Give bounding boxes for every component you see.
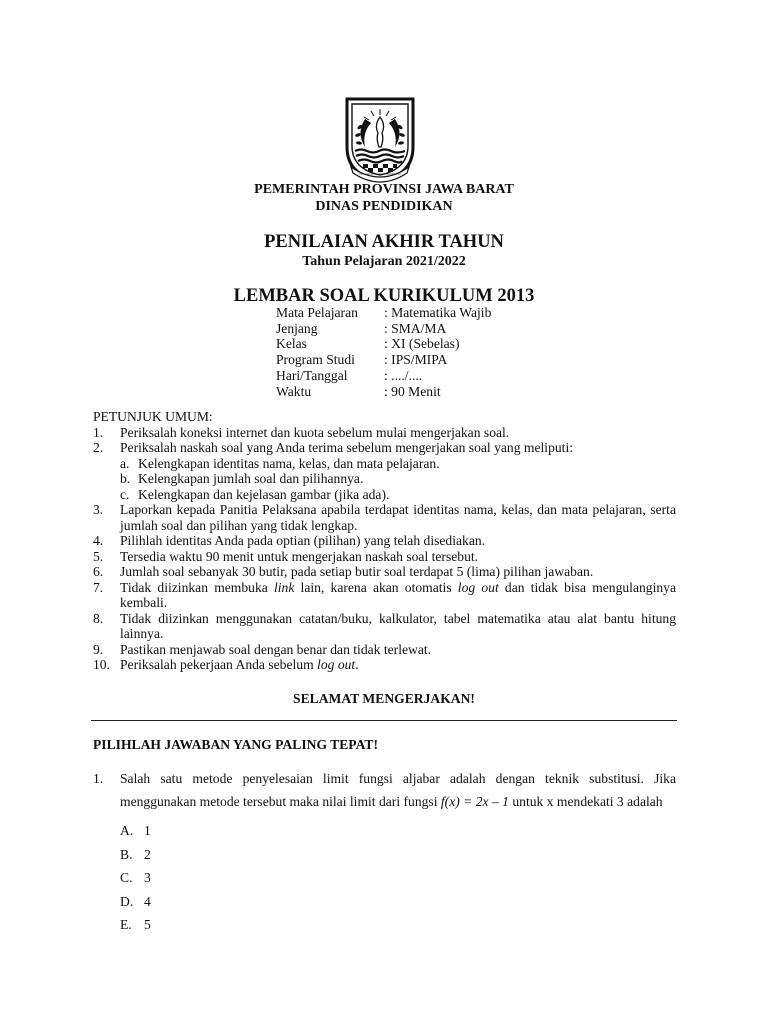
sheet-title: LEMBAR SOAL KURIKULUM 2013 — [233, 286, 535, 306]
emphasis-log-out: log out — [457, 579, 499, 595]
instruction-item — [93, 611, 676, 642]
instruction-item — [93, 425, 676, 441]
instruction-number: 6. — [93, 564, 104, 579]
info-value: : 90 Menit — [384, 383, 441, 399]
option-value: 5 — [144, 917, 151, 933]
option-value: 2 — [144, 846, 151, 862]
answer-option[interactable] — [120, 843, 676, 867]
instruction-number: 4. — [93, 533, 104, 548]
question-item — [93, 767, 676, 937]
info-label: Waktu — [276, 383, 312, 399]
instruction-number: 5. — [93, 548, 104, 564]
agency-name: DINAS PENDIDIKAN — [315, 199, 453, 214]
instruction-number: 7. — [93, 579, 104, 595]
subitem-text: Kelengkapan dan kejelasan gambar (jika ada). — [138, 486, 390, 502]
answer-option[interactable] — [120, 819, 676, 843]
section-heading: PILIHLAH JAWABAN YANG PALING TEPAT! — [93, 737, 379, 752]
instruction-subitem — [93, 456, 676, 472]
government-name: PEMERINTAH PROVINSI JAWA BARAT — [254, 182, 514, 197]
info-row — [276, 336, 491, 352]
info-row — [276, 384, 491, 400]
jawa-barat-emblem-icon — [341, 95, 419, 183]
info-row — [276, 368, 491, 384]
closing-greeting: SELAMAT MENGERJAKAN! — [293, 691, 475, 706]
instruction-text: Periksalah koneksi internet dan kuota sebelum mulai mengerjakan soal. — [120, 424, 510, 440]
answer-option[interactable] — [120, 866, 676, 890]
instruction-item — [93, 564, 676, 580]
instruction-number: 2. — [93, 440, 104, 455]
instruction-item — [93, 657, 676, 673]
info-label: Jenjang — [276, 320, 318, 336]
text-segment: Tidak diizinkan membuka — [120, 579, 274, 595]
info-row — [276, 321, 491, 337]
text-segment: dan tidak bisa mengulanginya kembali. — [120, 579, 676, 610]
info-value: : XI (Sebelas) — [384, 336, 460, 352]
text-segment: . — [355, 657, 359, 672]
general-instructions — [93, 409, 676, 673]
info-label: Kelas — [276, 336, 307, 352]
subitem-text: Kelengkapan identitas nama, kelas, dan mata pelajaran. — [138, 455, 440, 471]
instruction-item — [93, 440, 676, 456]
instruction-text: Periksalah naskah soal yang Anda terima sebelum mengerjakan soal yang meliputi: — [120, 440, 574, 455]
exam-title: PENILAIAN AKHIR TAHUN — [264, 232, 504, 252]
instructions-heading: PETUNJUK UMUM: — [93, 409, 213, 424]
subitem-letter: a. — [120, 455, 130, 471]
subitem-letter: c. — [120, 486, 130, 502]
instruction-item — [93, 580, 676, 611]
option-letter: E. — [120, 917, 132, 933]
answer-option[interactable] — [120, 913, 676, 937]
instruction-text: Jumlah soal sebanyak 30 butir, pada setiap butir soal terdapat 5 (lima) pilihan jawaban. — [120, 564, 594, 579]
instruction-item — [93, 642, 676, 658]
text-segment: Salah satu metode penyelesaian limit fungsi aljabar adalah dengan teknik substitusi. Jika menggunakan metode tersebut maka nilai limit dari fungsi — [120, 771, 676, 809]
instruction-text — [120, 657, 676, 673]
emphasis-log-out: log out — [317, 657, 356, 672]
info-label: Program Studi — [276, 352, 355, 368]
instruction-item — [93, 549, 676, 565]
instruction-text: Laporkan kepada Panitia Pelaksana apabila terdapat identitas nama, kelas, dan mata pelajaran, serta jumlah soal dan pilihan yang tidak lengkap. — [120, 502, 676, 533]
option-letter: D. — [120, 893, 134, 909]
info-value: : ..../.... — [384, 367, 423, 383]
option-letter: B. — [120, 846, 133, 862]
instruction-subitem — [93, 487, 676, 503]
info-value: : SMA/MA — [384, 320, 447, 336]
info-row — [276, 305, 491, 321]
exam-info-table — [276, 305, 491, 399]
option-letter: C. — [120, 870, 133, 886]
option-value: 4 — [144, 893, 151, 909]
instruction-text: Pilihlah identitas Anda pada optian (pilihan) yang telah disediakan. — [120, 533, 486, 548]
info-label: Hari/Tanggal — [276, 367, 348, 383]
question-formula: f(x) = 2x – 1 — [440, 794, 509, 809]
option-value: 1 — [144, 823, 151, 838]
info-value: : Matematika Wajib — [384, 305, 492, 320]
instruction-number: 8. — [93, 610, 104, 626]
instruction-text: Pastikan menjawab soal dengan benar dan tidak terlewat. — [120, 641, 432, 657]
instruction-number: 1. — [93, 424, 104, 440]
instruction-text — [120, 580, 676, 611]
answer-options — [93, 819, 676, 937]
subitem-text: Kelengkapan jumlah soal dan pilihannya. — [138, 471, 364, 486]
emphasis-link: link — [273, 579, 295, 595]
instruction-number: 10. — [93, 657, 110, 672]
option-letter: A. — [120, 823, 134, 838]
section-divider — [91, 720, 677, 721]
instruction-number: 3. — [93, 502, 104, 517]
info-label: Mata Pelajaran — [276, 305, 358, 320]
government-header — [0, 181, 768, 215]
instruction-text: Tersedia waktu 90 menit untuk mengerjakan naskah soal tersebut. — [120, 548, 479, 564]
question-row — [93, 767, 676, 813]
instruction-subitem — [93, 471, 676, 487]
instruction-text: Tidak diizinkan menggunakan catatan/buku, kalkulator, tabel matematika atau alat bantu hitung lainnya. — [120, 610, 676, 641]
info-value: : IPS/MIPA — [384, 352, 448, 368]
answer-option[interactable] — [120, 890, 676, 914]
info-row — [276, 352, 491, 368]
instruction-item — [93, 502, 676, 533]
text-segment: Periksalah pekerjaan Anda sebelum — [120, 657, 318, 672]
text-segment: lain, karena akan otomatis — [294, 579, 458, 595]
question-text — [120, 767, 676, 813]
academic-year: Tahun Pelajaran 2021/2022 — [302, 254, 466, 269]
subitem-letter: b. — [120, 471, 131, 486]
option-value: 3 — [144, 870, 151, 886]
instruction-item — [93, 533, 676, 549]
question-number: 1. — [93, 771, 104, 786]
text-segment: untuk x mendekati 3 adalah — [508, 794, 663, 809]
instruction-number: 9. — [93, 641, 104, 657]
